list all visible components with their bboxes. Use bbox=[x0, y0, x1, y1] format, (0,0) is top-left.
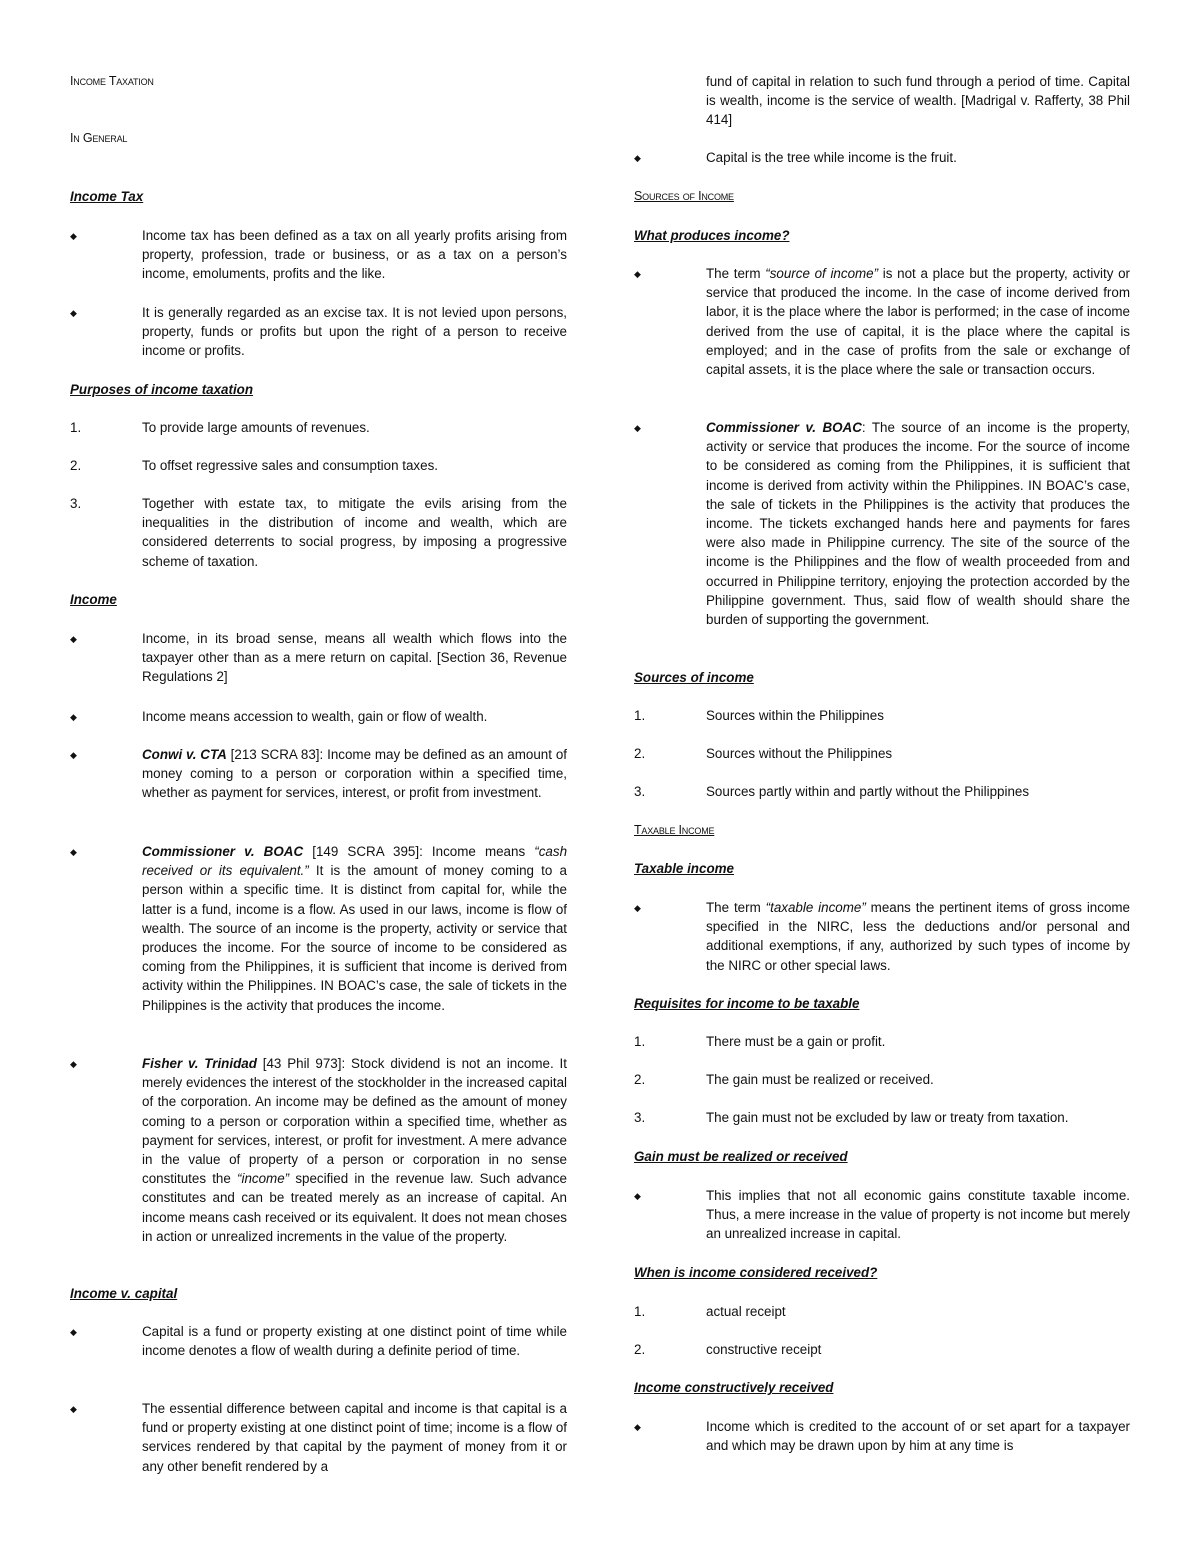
bullet-text: Income which is credited to the account of or set apart for a taxpayer and which may be drawn upon by him at any time is bbox=[706, 1419, 1130, 1454]
item-text: is not a place but the property, activity or service that produced the income. In the case of income derived from labor, it is the place where the labor is performed; in the case of income derived from the use of capital, it is the place where the capital is employed; and in the case of profits from the sale or exchange of capital assets, it is the place where the sale or transaction occurs. bbox=[706, 266, 1131, 378]
item-number: 1. bbox=[634, 1034, 646, 1049]
bullet-item bbox=[70, 1322, 567, 1360]
bullet-item bbox=[634, 898, 1130, 975]
bullet-icon: ◆ bbox=[70, 847, 77, 857]
item-text: Together with estate tax, to mitigate the evils arising from the inequalities in the distribution of income and wealth, which are considered deterrents to social progress, by imposing a progressive scheme of taxation. bbox=[142, 496, 567, 569]
document-title: Income Taxation bbox=[70, 74, 154, 88]
bullet-text: Income tax has been defined as a tax on all yearly profits arising from property, profession, trade or business, or as a tax on a person’s income, emoluments, profits and the like. bbox=[142, 228, 567, 282]
bullet-item bbox=[70, 745, 567, 803]
bullet-text: The essential difference between capital and income is that capital is a fund or property existing at one distinct point of time; income is a flow of services rendered by that capital by the payment of money from it or any other benefit rendered by a bbox=[142, 1401, 567, 1474]
item-text: The term bbox=[706, 900, 766, 915]
bullet-item bbox=[634, 1417, 1130, 1455]
item-text: means the pertinent items of gross income specified in the NIRC, less the deductions and/or personal and additional exemptions, if any, authorized by such types of income by the NIRC or other special laws. bbox=[706, 900, 1130, 973]
heading-constructively-received: Income constructively received bbox=[634, 1380, 834, 1395]
bullet-icon: ◆ bbox=[634, 903, 641, 913]
heading-purposes: Purposes of income taxation bbox=[70, 382, 254, 397]
item-text: constructive receipt bbox=[706, 1342, 822, 1357]
bullet-icon: ◆ bbox=[70, 308, 77, 318]
bullet-item bbox=[634, 1186, 1130, 1244]
item-number: 3. bbox=[634, 1110, 646, 1125]
case-name: Commissioner v. BOAC bbox=[706, 420, 862, 435]
heading-what-produces: What produces income? bbox=[634, 228, 790, 243]
item-text: The gain must be realized or received. bbox=[706, 1072, 934, 1087]
item-text: To offset regressive sales and consumption taxes. bbox=[142, 458, 438, 473]
bullet-text bbox=[142, 842, 567, 1015]
item-number: 3. bbox=[634, 784, 646, 799]
item-text: actual receipt bbox=[706, 1304, 786, 1319]
bullet-item bbox=[70, 1399, 567, 1476]
continued-bullet bbox=[634, 72, 1130, 130]
bullet-icon: ◆ bbox=[634, 1422, 641, 1432]
case-text: : The source of an income is the property, activity or service that produces the income. For the source of income to be considered as coming from the Philippines, it is sufficient that income is derived from activity within the Philippines. IN BOAC’s case, the sale of tickets in the Philippines is the activity that produces the income. The tickets exchanged hands here and payments for fares were also made in Philippine currency. The site of the source of the income is the Philippines and the flow of wealth proceeded from and occurred in Philippine territory, enjoying the protection accorded by the Philippine government. Thus, said flow of wealth should share the burden of supporting the government. bbox=[706, 420, 1130, 628]
bullet-icon: ◆ bbox=[70, 1404, 77, 1414]
bullet-text bbox=[706, 898, 1130, 975]
item-text: The term bbox=[706, 266, 766, 281]
bullet-icon: ◆ bbox=[70, 1059, 77, 1069]
case-text: specified in the revenue law. Such advance constitutes and can be treated merely as an increase of capital. An income means cash received or its equivalent. It does not mean choses in action or unrealized increments in the value of the property. bbox=[142, 1171, 567, 1244]
quoted-term: “income” bbox=[237, 1171, 290, 1187]
case-name: Conwi v. CTA bbox=[142, 747, 227, 762]
heading-sources-of-income: Sources of income bbox=[634, 670, 754, 685]
item-number: 1. bbox=[634, 708, 646, 723]
bullet-icon: ◆ bbox=[634, 1191, 641, 1201]
quoted-term: “taxable income” bbox=[765, 900, 866, 915]
item-number: 2. bbox=[70, 458, 82, 473]
case-name: Fisher v. Trinidad bbox=[142, 1056, 257, 1071]
item-number: 1. bbox=[634, 1304, 646, 1319]
bullet-icon: ◆ bbox=[70, 750, 77, 760]
bullet-text bbox=[706, 264, 1130, 379]
section-in-general: In General bbox=[70, 131, 128, 145]
case-text: [149 SCRA 395]: Income means bbox=[303, 844, 535, 859]
quoted-term: “cash received or its equivalent.” bbox=[142, 844, 568, 879]
item-text: To provide large amounts of revenues. bbox=[142, 420, 370, 435]
bullet-text: Capital is the tree while income is the fruit. bbox=[706, 150, 957, 165]
heading-requisites: Requisites for income to be taxable bbox=[634, 996, 860, 1011]
bullet-item bbox=[634, 148, 1130, 167]
numbered-item bbox=[634, 1302, 1130, 1321]
numbered-item bbox=[634, 706, 1130, 725]
case-text: It is the amount of money coming to a person within a specific time. It is distinct from capital for, while the latter is a fund, income is a flow. As used in our laws, income is flow of wealth. The source of an income is the property, activity or service that produces the income. For the source of income to be considered as coming from the Philippines, it is sufficient that income is derived from activity within the Philippines. IN BOAC’s case, the sale of tickets in the Philippines is the activity that produces the income. bbox=[142, 863, 567, 1013]
case-name: Commissioner v. BOAC bbox=[142, 844, 304, 859]
item-text: The gain must not be excluded by law or treaty from taxation. bbox=[706, 1110, 1069, 1125]
bullet-text: It is generally regarded as an excise tax. It is not levied upon persons, property, funds or profits but upon the right of a person to receive income or profits. bbox=[142, 305, 567, 359]
bullet-icon: ◆ bbox=[634, 153, 641, 163]
bullet-text: This implies that not all economic gains constitute taxable income. Thus, a mere increase in the value of property is not income but merely an unrealized increase in capital. bbox=[706, 1188, 1130, 1242]
bullet-item bbox=[70, 629, 567, 687]
section-taxable-income: Taxable Income bbox=[634, 823, 715, 837]
case-text: [213 SCRA 83]: Income may be defined as an amount of money coming to a person or corporation within a specified time, whether as payment for services, interest, or profit from investment. bbox=[142, 747, 567, 801]
item-number: 2. bbox=[634, 1342, 646, 1357]
bullet-item bbox=[70, 707, 567, 726]
numbered-item bbox=[70, 418, 567, 437]
item-text: Sources without the Philippines bbox=[706, 746, 893, 761]
numbered-item bbox=[634, 1032, 1130, 1051]
item-number: 3. bbox=[70, 496, 82, 511]
bullet-text: fund of capital in relation to such fund through a period of time. Capital is wealth, income is the service of wealth. [Madrigal v. Rafferty, 38 Phil 414] bbox=[706, 74, 1130, 128]
bullet-icon: ◆ bbox=[70, 1327, 77, 1337]
numbered-item bbox=[634, 744, 1130, 763]
item-number: 1. bbox=[70, 420, 82, 435]
bullet-item bbox=[634, 264, 1130, 379]
item-text: There must be a gain or profit. bbox=[706, 1034, 886, 1049]
numbered-item bbox=[634, 1340, 1130, 1359]
heading-income: Income bbox=[70, 592, 117, 607]
bullet-item bbox=[70, 1054, 567, 1246]
bullet-icon: ◆ bbox=[70, 634, 77, 644]
heading-income-v-capital: Income v. capital bbox=[70, 1286, 178, 1301]
bullet-icon: ◆ bbox=[634, 423, 641, 433]
bullet-text bbox=[142, 1054, 567, 1246]
heading-when-received: When is income considered received? bbox=[634, 1265, 878, 1280]
bullet-text: Income means accession to wealth, gain or flow of wealth. bbox=[142, 709, 488, 724]
bullet-item bbox=[70, 226, 567, 284]
item-number: 2. bbox=[634, 746, 646, 761]
numbered-item bbox=[634, 1108, 1130, 1127]
heading-gain-realized: Gain must be realized or received bbox=[634, 1149, 848, 1164]
numbered-item bbox=[70, 456, 567, 475]
item-text: Sources partly within and partly without the Philippines bbox=[706, 784, 1030, 799]
numbered-item bbox=[70, 494, 567, 571]
bullet-item bbox=[70, 303, 567, 361]
quoted-term: “source of income” bbox=[765, 266, 879, 281]
bullet-text bbox=[706, 418, 1130, 629]
heading-income-tax: Income Tax bbox=[70, 189, 144, 204]
numbered-item bbox=[634, 782, 1130, 801]
section-sources-of-income: Sources of Income bbox=[634, 189, 734, 203]
bullet-text bbox=[142, 745, 567, 803]
bullet-text: Capital is a fund or property existing at one distinct point of time while income denotes a flow of wealth during a definite period of time. bbox=[142, 1324, 567, 1359]
numbered-item bbox=[634, 1070, 1130, 1089]
bullet-item bbox=[70, 842, 567, 1015]
heading-taxable-income: Taxable income bbox=[634, 861, 734, 876]
bullet-item bbox=[634, 418, 1130, 629]
bullet-text: Income, in its broad sense, means all wealth which flows into the taxpayer other than as a mere return on capital. [Section 36, Revenue Regulations 2] bbox=[142, 631, 567, 685]
bullet-icon: ◆ bbox=[634, 269, 641, 279]
case-text: [43 Phil 973]: Stock dividend is not an income. It merely evidences the interest of the stockholder in the increased capital of the corporation. An income may be defined as the amount of money coming to a person or corporation within a specified time, whether as payment for services, interest, or profit for investment. A mere advance in the value of property of a person or corporation in no sense constitutes the bbox=[142, 1056, 567, 1187]
bullet-icon: ◆ bbox=[70, 231, 77, 241]
bullet-icon: ◆ bbox=[70, 712, 77, 722]
item-text: Sources within the Philippines bbox=[706, 708, 884, 723]
item-number: 2. bbox=[634, 1072, 646, 1087]
